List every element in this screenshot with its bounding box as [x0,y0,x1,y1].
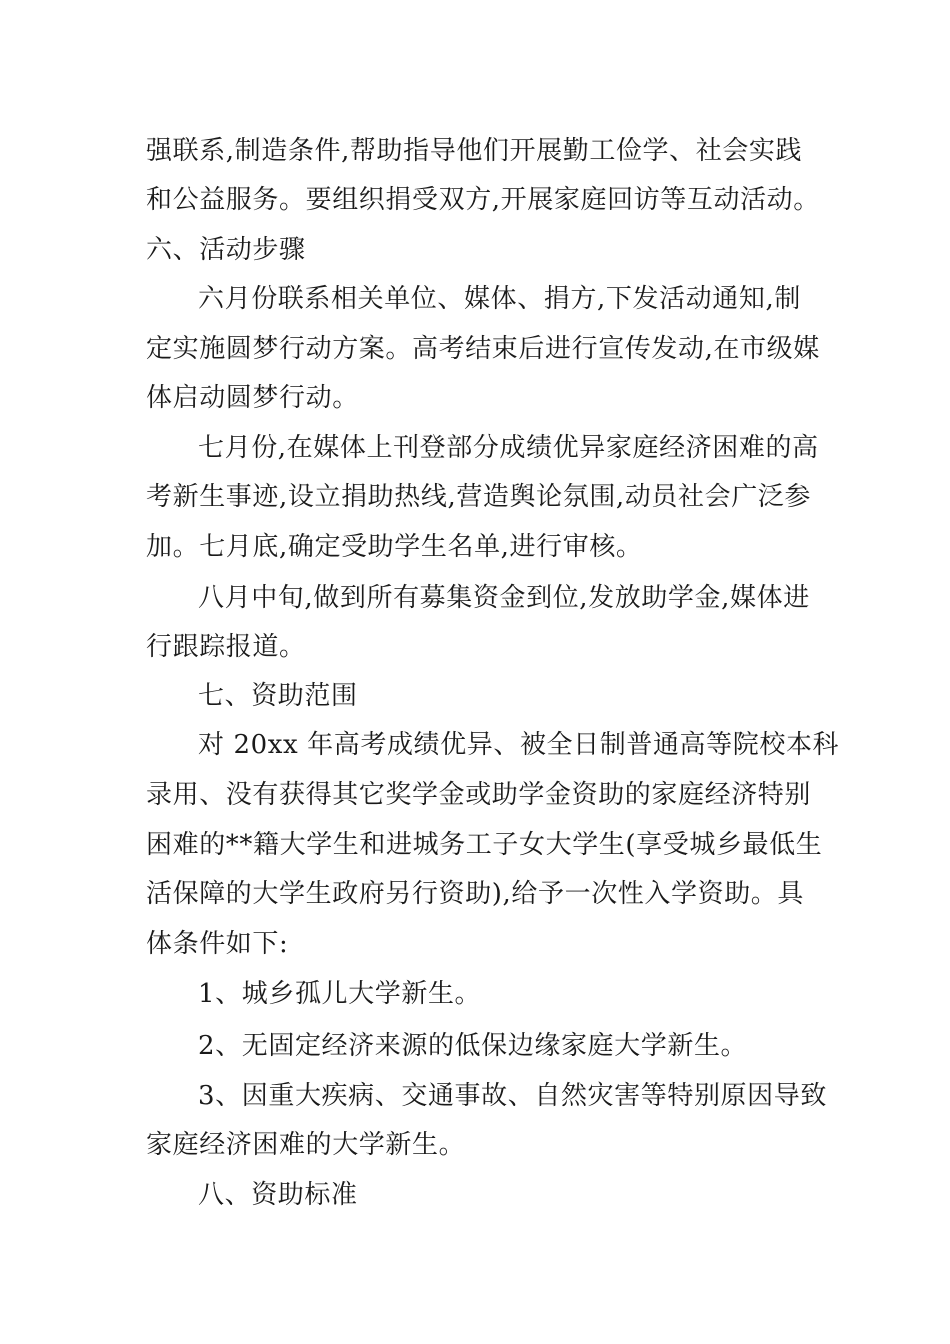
paragraph-line: 考新生事迹,设立捐助热线,营造舆论氛围,动员社会广泛参 [146,482,811,512]
list-item: 3、因重大疾病、交通事故、自然灾害等特别原因导致 [198,1081,827,1111]
paragraph-line: 活保障的大学生政府另行资助),给予一次性入学资助。具 [146,879,805,909]
paragraph-line: 七月份,在媒体上刊登部分成绩优异家庭经济困难的高 [198,433,819,463]
paragraph-line: 行跟踪报道。 [146,632,306,662]
paragraph-line: 和公益服务。要组织捐受双方,开展家庭回访等互动活动。 [146,185,820,215]
list-item: 2、无固定经济来源的低保边缘家庭大学新生。 [198,1031,748,1061]
paragraph-line: 强联系,制造条件,帮助指导他们开展勤工俭学、社会实践 [146,136,803,166]
section-heading: 八、资助标准 [198,1180,358,1210]
paragraph-line: 困难的**籍大学生和进城务工子女大学生(享受城乡最低生 [146,830,823,860]
paragraph-line: 六月份联系相关单位、媒体、捐方,下发活动通知,制 [198,284,801,314]
section-heading: 七、资助范围 [198,681,358,711]
paragraph-line: 加。七月底,确定受助学生名单,进行审核。 [146,532,643,562]
section-heading: 六、活动步骤 [146,235,306,265]
list-item: 1、城乡孤儿大学新生。 [198,979,482,1009]
paragraph-line: 八月中旬,做到所有募集资金到位,发放助学金,媒体进 [198,583,810,613]
paragraph-line: 对 20xx 年高考成绩优异、被全日制普通高等院校本科 [198,730,840,760]
paragraph-line: 体条件如下: [146,929,289,959]
paragraph-line: 录用、没有获得其它奖学金或助学金资助的家庭经济特别 [146,780,812,810]
paragraph-line: 家庭经济困难的大学新生。 [146,1130,466,1160]
paragraph-line: 体启动圆梦行动。 [146,383,359,413]
paragraph-line: 定实施圆梦行动方案。高考结束后进行宣传发动,在市级媒 [146,334,820,364]
